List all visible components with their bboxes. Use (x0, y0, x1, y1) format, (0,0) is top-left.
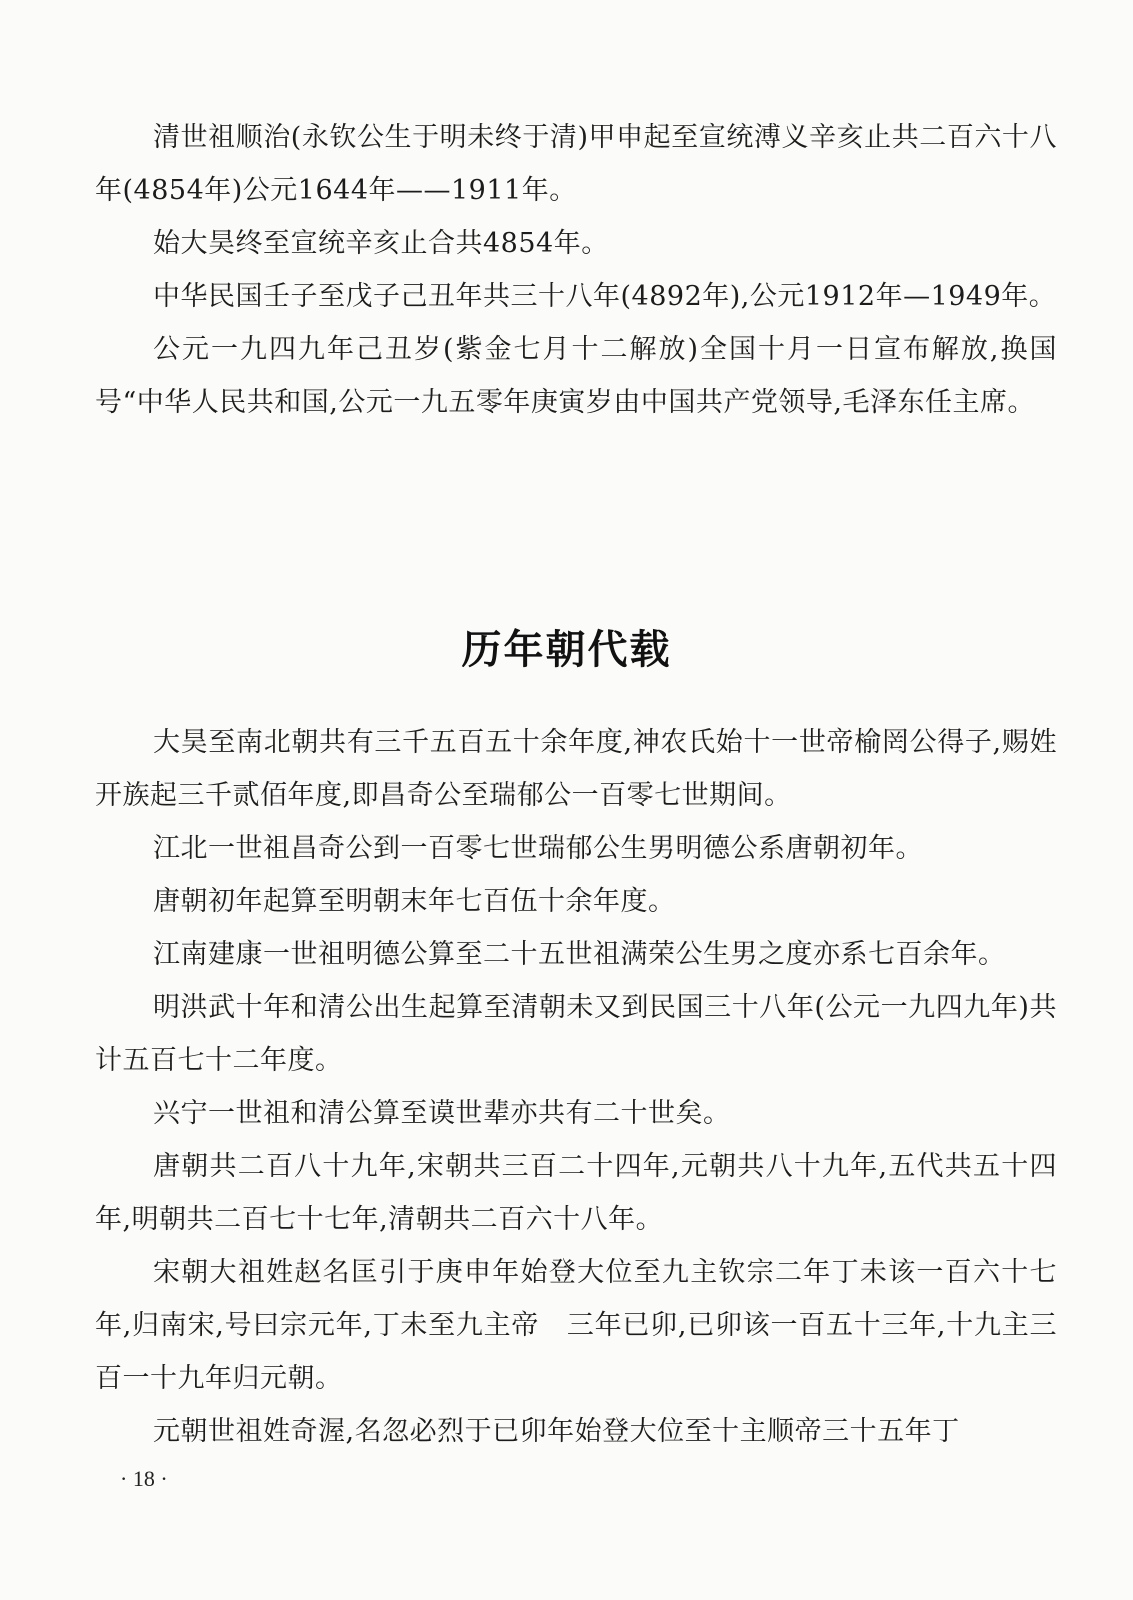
paragraph: 唐朝共二百八十九年,宋朝共三百二十四年,元朝共八十九年,五代共五十四年,明朝共二百七十七年,清朝共二百六十八年。 (95, 1151, 1057, 1235)
paragraph: 大昊至南北朝共有三千五百五十余年度,神农氏始十一世帝榆罔公得子,赐姓开族起三千贰佰年度,即昌奇公至瑞郁公一百零七世期间。 (95, 727, 1057, 811)
paragraph: 中华民国壬子至戊子己丑年共三十八年(4892年),公元1912年—1949年。 (153, 281, 1057, 312)
top-text-block (95, 111, 1057, 429)
paragraph: 江北一世祖昌奇公到一百零七世瑞郁公生男明德公系唐朝初年。 (153, 833, 923, 864)
paragraph: 清世祖顺治(永钦公生于明未终于清)甲申起至宣统溥义辛亥止共二百六十八年(4854年)公元1644年——1911年。 (95, 122, 1057, 206)
paragraph: 兴宁一世祖和清公算至谟世辈亦共有二十世矣。 (153, 1098, 731, 1129)
paragraph: 始大昊终至宣统辛亥止合共4854年。 (153, 228, 609, 259)
paragraph: 公元一九四九年己丑岁(紫金七月十二解放)全国十月一日宣布解放,换国号“中华人民共和国,公元一九五零年庚寅岁由中国共产党领导,毛泽东任主席。 (95, 334, 1057, 418)
paragraph: 江南建康一世祖明德公算至二十五世祖满荣公生男之度亦系七百余年。 (153, 939, 1006, 970)
page-number: · 18 · (120, 1466, 168, 1491)
paragraph: 唐朝初年起算至明朝末年七百伍十余年度。 (153, 886, 676, 917)
section-title: 历年朝代载 (461, 627, 672, 673)
section-text-block (95, 716, 1057, 1458)
paragraph: 明洪武十年和清公出生起算至清朝未又到民国三十八年(公元一九四九年)共计五百七十二年度。 (95, 992, 1057, 1076)
paragraph: 宋朝大祖姓赵名匡引于庚申年始登大位至九主钦宗二年丁未该一百六十七年,归南宋,号曰宗元年,丁未至九主帝 三年已卯,已卯该一百五十三年,十九主三百一十九年归元朝。 (95, 1257, 1057, 1394)
paragraph: 元朝世祖姓奇渥,名忽必烈于已卯年始登大位至十主顺帝三十五年丁 (153, 1416, 960, 1447)
